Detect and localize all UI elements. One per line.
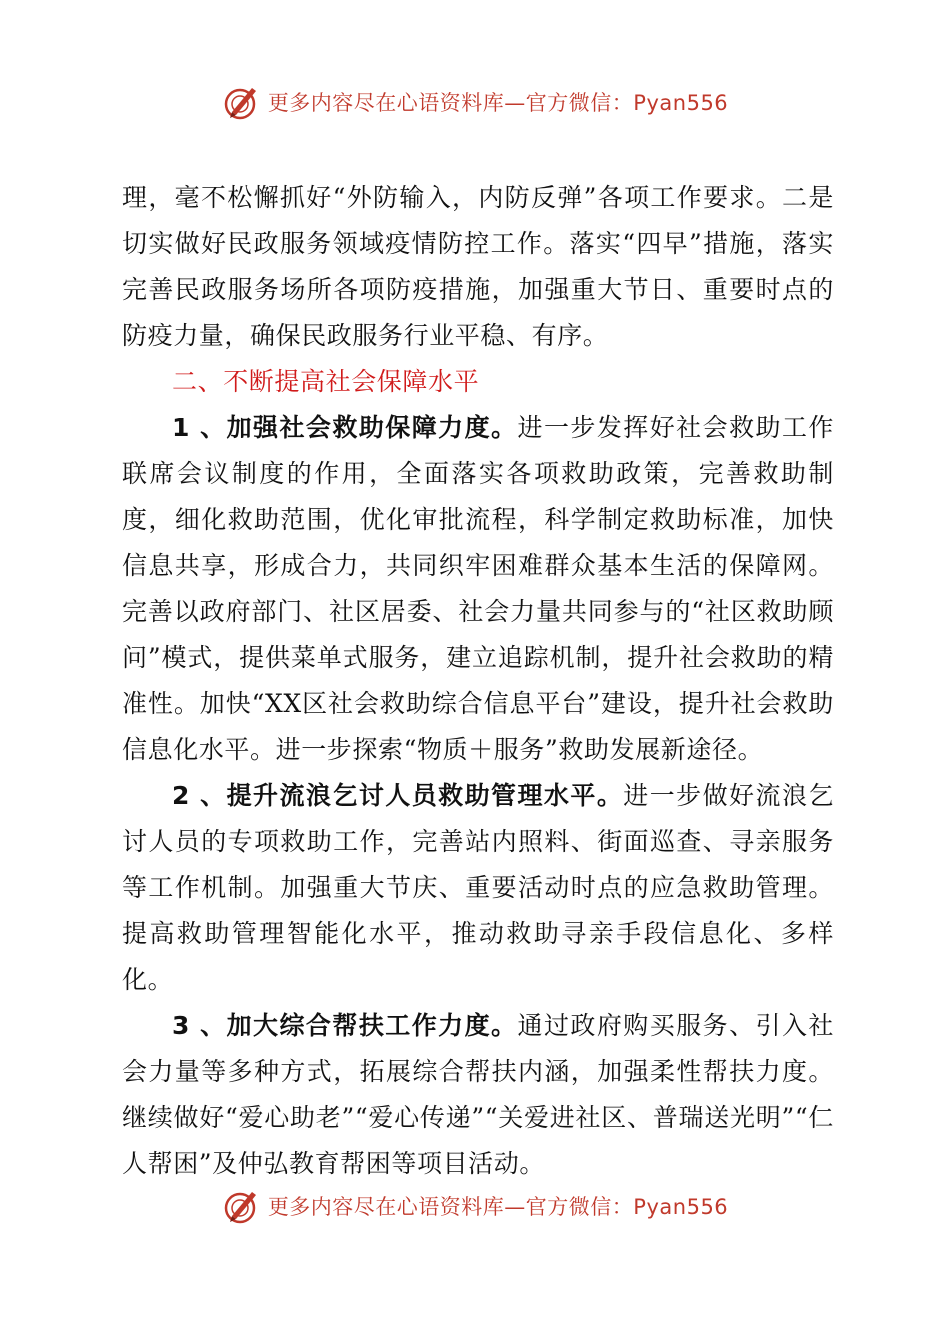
item-lead: 3 、加大综合帮扶工作力度。 (172, 1011, 518, 1040)
section-heading: 二、不断提高社会保障水平 (172, 367, 480, 396)
item-body: 进一步做好流浪乞讨人员的专项救助工作，完善站内照料、街面巡查、寻亲服务等工作机制。加强重大节庆、重要活动时点的应急救助管理。提高救助管理智能化水平，推动救助寻亲手段信息化、多样化。 (122, 781, 834, 994)
item-lead: 2 、提升流浪乞讨人员救助管理水平。 (172, 781, 624, 810)
document-body (122, 175, 834, 1187)
intro-paragraph: 理，毫不松懈抓好“外防输入，内防反弹”各项工作要求。二是切实做好民政服务领域疫情防控工作。落实“四早”措施，落实完善民政服务场所各项防疫措施，加强重大节日、重要时点的防疫力量，确保民政服务行业平稳、有序。 (122, 183, 834, 350)
item-body: 进一步发挥好社会救助工作联席会议制度的作用，全面落实各项救助政策，完善救助制度，细化救助范围，优化审批流程，科学制定救助标准，加快信息共享，形成合力，共同织牢困难群众基本生活的保障网。完善以政府部门、社区居委、社会力量共同参与的“社区救助顾问”模式，提供菜单式服务，建立追踪机制，提升社会救助的精准性。加快“XX区社会救助综合信息平台”建设，提升社会救助信息化水平。进一步探索“物质＋服务”救助发展新途径。 (122, 413, 835, 764)
numbered-item-1 (122, 405, 834, 773)
item-body: 通过政府购买服务、引入社会力量等多种方式，拓展综合帮扶内涵，加强柔性帮扶力度。继续做好“爱心助老”“爱心传递”“关爱进社区、普瑞送光明”“仁人帮困”及仲弘教育帮困等项目活动。 (122, 1011, 835, 1178)
watermark-text: 更多内容尽在心语资料库—官方微信：Pyan556 (267, 91, 729, 115)
pen-logo-icon (222, 1186, 262, 1226)
header-watermark-banner (0, 82, 950, 122)
numbered-item-3 (122, 1003, 834, 1187)
numbered-item-2 (122, 773, 834, 1003)
footer-watermark-banner (0, 1186, 950, 1226)
pen-logo-icon (222, 82, 262, 122)
item-lead: 1 、加强社会救助保障力度。 (172, 413, 518, 442)
watermark-text: 更多内容尽在心语资料库—官方微信：Pyan556 (267, 1195, 729, 1219)
